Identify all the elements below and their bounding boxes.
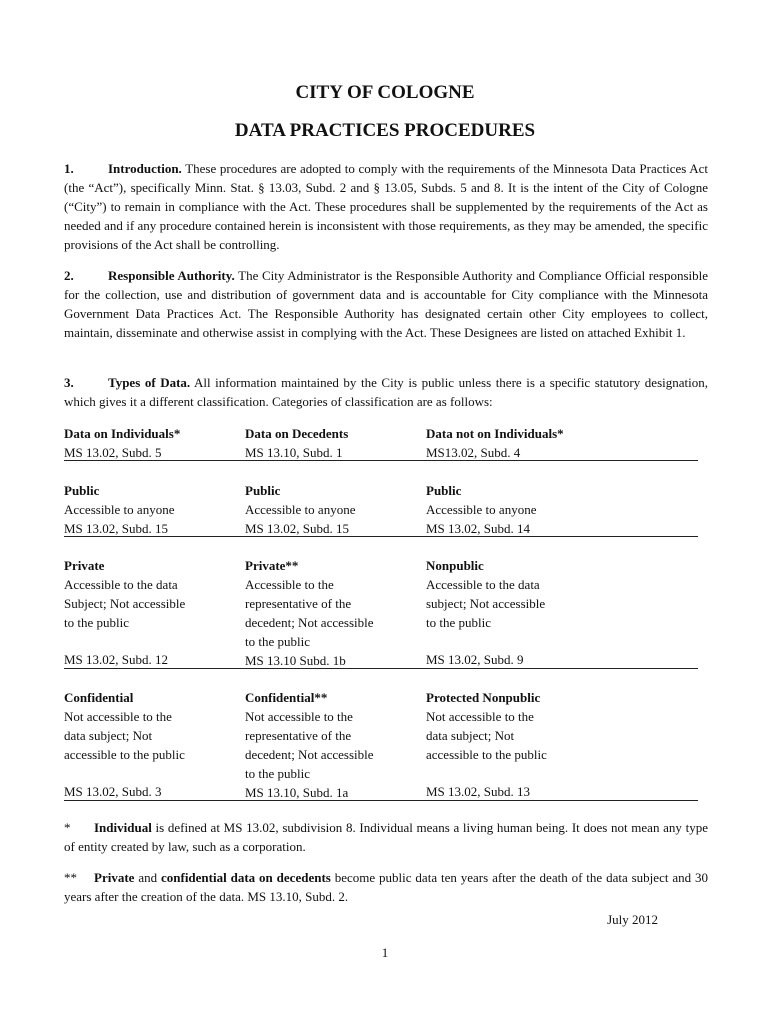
cell-line: to the public bbox=[245, 634, 310, 649]
cell-line: Not accessible to the bbox=[426, 709, 534, 724]
table-cell bbox=[245, 556, 415, 670]
column-title: Data on Individuals* bbox=[64, 426, 181, 441]
section-number: 1. bbox=[64, 161, 74, 176]
cell-ref: MS 13.02, Subd. 15 bbox=[64, 521, 169, 536]
cell-line: subject; Not accessible bbox=[426, 596, 546, 611]
cell-line: Not accessible to the bbox=[64, 709, 172, 724]
cell-line: Accessible to the data bbox=[426, 577, 540, 592]
cell-title: Public bbox=[64, 483, 100, 498]
table-cell bbox=[64, 688, 234, 764]
table-cell bbox=[64, 481, 234, 538]
column-ref: MS 13.10, Subd. 1 bbox=[245, 445, 343, 460]
cell-ref: MS 13.02, Subd. 13 bbox=[426, 784, 531, 799]
footnote-term: Individual bbox=[94, 820, 152, 835]
table-rule bbox=[64, 536, 698, 537]
table-rule bbox=[64, 668, 698, 669]
section-text: These procedures are adopted to comply with the requirements of the Minnesota Data Practices Act (the “Act”), specifically Minn. Stat. § 13.03, Subd. 2 and § 13.05, Subds. 5 and 8. It is the intent of the City of Cologne (“City”) to remain in compliance with the Act. These procedures shall be supplemented by the requirements of the Act as needed and if any procedure contained herein is inconsistent with those requirements, as they may be amended, the specific provisions of the Act shall be controlling. bbox=[64, 161, 708, 252]
section-heading: Introduction. bbox=[108, 161, 182, 176]
column-title: Data not on Individuals* bbox=[426, 426, 564, 441]
cell-line: Accessible to the bbox=[245, 577, 334, 592]
table-rule bbox=[64, 800, 698, 801]
column-title: Data on Decedents bbox=[245, 426, 349, 441]
section-number: 2. bbox=[64, 268, 74, 283]
document-date: July 2012 bbox=[607, 912, 658, 927]
cell-line: representative of the bbox=[245, 728, 352, 743]
footnote-text: is defined at MS 13.02, subdivision 8. Individual means a living human being. It does not mean any type of entity created by law, such as a corporation. bbox=[64, 820, 708, 854]
cell-ref: MS 13.10, Subd. 1a bbox=[245, 785, 349, 800]
cell-title: Protected Nonpublic bbox=[426, 690, 541, 705]
footnote-decedents bbox=[64, 868, 708, 906]
column-ref: MS13.02, Subd. 4 bbox=[426, 445, 521, 460]
cell-title: Confidential bbox=[64, 690, 134, 705]
cell-line: to the public bbox=[64, 615, 129, 630]
table-rule bbox=[64, 460, 698, 461]
table-cell bbox=[245, 481, 415, 538]
cell-ref: MS 13.10 Subd. 1b bbox=[245, 653, 346, 668]
cell-title: Public bbox=[426, 483, 462, 498]
document-title: CITY OF COLOGNE bbox=[295, 82, 475, 103]
section-types-of-data bbox=[64, 373, 708, 411]
table-header-cell bbox=[426, 424, 596, 462]
column-ref: MS 13.02, Subd. 5 bbox=[64, 445, 162, 460]
cell-ref: MS 13.02, Subd. 9 bbox=[426, 652, 524, 667]
table-cell bbox=[64, 556, 234, 632]
footnote-text: become public data ten years after the death of the data subject and 30 years after the creation of the data. MS 13.10, Subd. 2. bbox=[64, 870, 709, 904]
footnote-term: Private bbox=[94, 870, 135, 885]
cell-line: to the public bbox=[245, 766, 310, 781]
section-text: The City Administrator is the Responsible Authority and Compliance Official responsible for the collection, use and distribution of government data and is accountable for City compliance with the Minnesota Government Data Practices Act. The Responsible Authority has designated certain other City employees to collect, maintain, disseminate and otherwise assist in complying with the Act. These Designees are listed on attached Exhibit 1. bbox=[64, 268, 708, 340]
table-cell bbox=[245, 688, 415, 802]
table-cell bbox=[426, 556, 596, 632]
cell-line: Accessible to the data bbox=[64, 577, 178, 592]
cell-ref: MS 13.02, Subd. 14 bbox=[426, 521, 531, 536]
cell-line: decedent; Not accessible bbox=[245, 747, 374, 762]
cell-line: accessible to the public bbox=[64, 747, 185, 762]
cell-line: Not accessible to the bbox=[245, 709, 353, 724]
cell-line: Subject; Not accessible bbox=[64, 596, 186, 611]
cell-line: data subject; Not bbox=[64, 728, 153, 743]
section-introduction bbox=[64, 159, 708, 254]
cell-line: accessible to the public bbox=[426, 747, 547, 762]
footnote-mark: * bbox=[64, 820, 71, 835]
section-heading: Types of Data. bbox=[108, 375, 191, 390]
section-heading: Responsible Authority. bbox=[108, 268, 235, 283]
table-cell bbox=[426, 481, 596, 538]
document-subtitle: DATA PRACTICES PROCEDURES bbox=[234, 120, 536, 141]
footnote-individual bbox=[64, 818, 708, 856]
cell-line: decedent; Not accessible bbox=[245, 615, 374, 630]
cell-title: Private bbox=[64, 558, 105, 573]
cell-line: Accessible to anyone bbox=[245, 502, 356, 517]
cell-ref: MS 13.02, Subd. 3 bbox=[64, 784, 162, 799]
footnote-connector: and bbox=[134, 870, 161, 885]
cell-line: Accessible to anyone bbox=[64, 502, 175, 517]
footnote-term: confidential data on decedents bbox=[160, 870, 331, 885]
cell-line: data subject; Not bbox=[426, 728, 515, 743]
cell-line: to the public bbox=[426, 615, 491, 630]
cell-ref: MS 13.02, Subd. 12 bbox=[64, 652, 169, 667]
cell-title: Confidential** bbox=[245, 690, 328, 705]
cell-title: Private** bbox=[245, 558, 299, 573]
section-responsible-authority bbox=[64, 266, 708, 342]
table-cell bbox=[426, 688, 596, 764]
section-text: All information maintained by the City is public unless there is a specific statutory designation, which gives it a different classification. Categories of classification are as follows: bbox=[64, 375, 708, 409]
table-header-cell bbox=[245, 424, 415, 462]
footnote-mark: ** bbox=[64, 870, 77, 885]
page-number: 1 bbox=[381, 945, 389, 960]
cell-title: Public bbox=[245, 483, 281, 498]
cell-title: Nonpublic bbox=[426, 558, 484, 573]
cell-line: representative of the bbox=[245, 596, 352, 611]
table-header-cell bbox=[64, 424, 234, 462]
cell-line: Accessible to anyone bbox=[426, 502, 537, 517]
cell-ref: MS 13.02, Subd. 15 bbox=[245, 521, 350, 536]
section-number: 3. bbox=[64, 375, 74, 390]
